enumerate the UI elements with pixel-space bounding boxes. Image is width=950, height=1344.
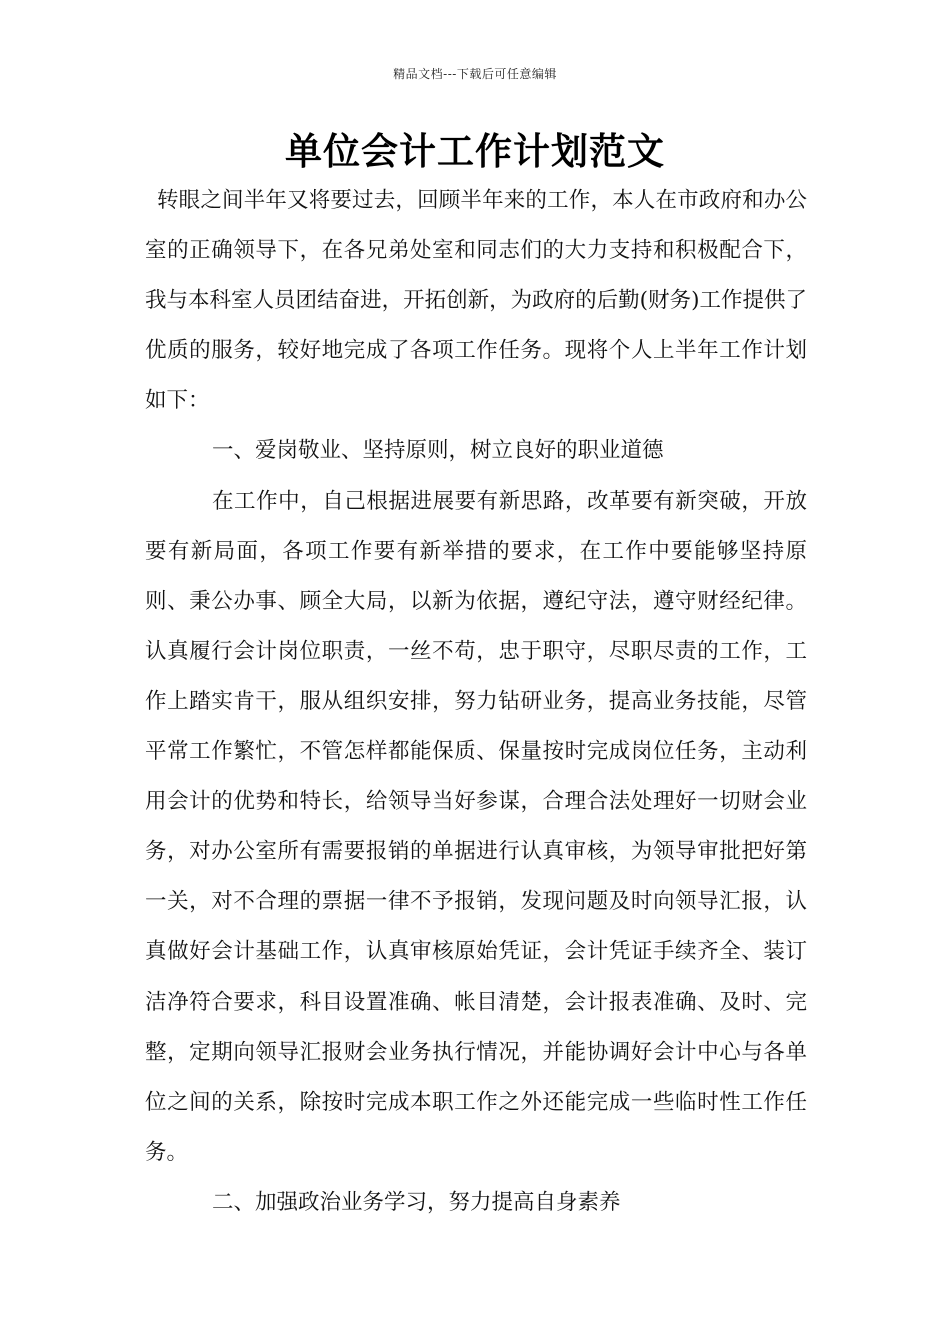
document-title: 单位会计工作计划范文 [285,130,665,173]
header-note: 精品文档---下载后可任意编辑 [393,67,557,81]
document-body [145,176,807,1228]
intro-paragraph: 转眼之间半年又将要过去，回顾半年来的工作，本人在市政府和办公室的正确领导下，在各兄弟处室和同志们的大力支持和积极配合下，我与本科室人员团结奋进，开拓创新，为政府的后勤(财务)工作提供了优质的服务，较好地完成了各项工作任务。现将个人上半年工作计划如下： [145,188,807,414]
body-paragraph-1: 在工作中，自己根据进展要有新思路，改革要有新突破，开放要有新局面，各项工作要有新举措的要求，在工作中要能够坚持原则、秉公办事、顾全大局，以新为依据，遵纪守法，遵守财经纪律。认真履行会计岗位职责，一丝不苟，忠于职守，尽职尽责的工作，工作上踏实肯干，服从组织安排，努力钻研业务，提高业务技能，尽管平常工作繁忙，不管怎样都能保质、保量按时完成岗位任务，主动利用会计的优势和特长，给领导当好参谋，合理合法处理好一切财会业务，对办公室所有需要报销的单据进行认真审核，为领导审批把好第一关，对不合理的票据一律不予报销，发现问题及时向领导汇报，认真做好会计基础工作，认真审核原始凭证，会计凭证手续齐全、装订洁净符合要求，科目设置准确、帐目清楚，会计报表准确、及时、完整，定期向领导汇报财会业务执行情况，并能协调好会计中心与各单位之间的关系，除按时完成本职工作之外还能完成一些临时性工作任务。 [145,488,807,1165]
section-heading-1: 一、爱岗敬业、坚持原则，树立良好的职业道德 [212,438,664,464]
section-heading-2: 二、加强政治业务学习，努力提高自身素养 [212,1189,621,1215]
